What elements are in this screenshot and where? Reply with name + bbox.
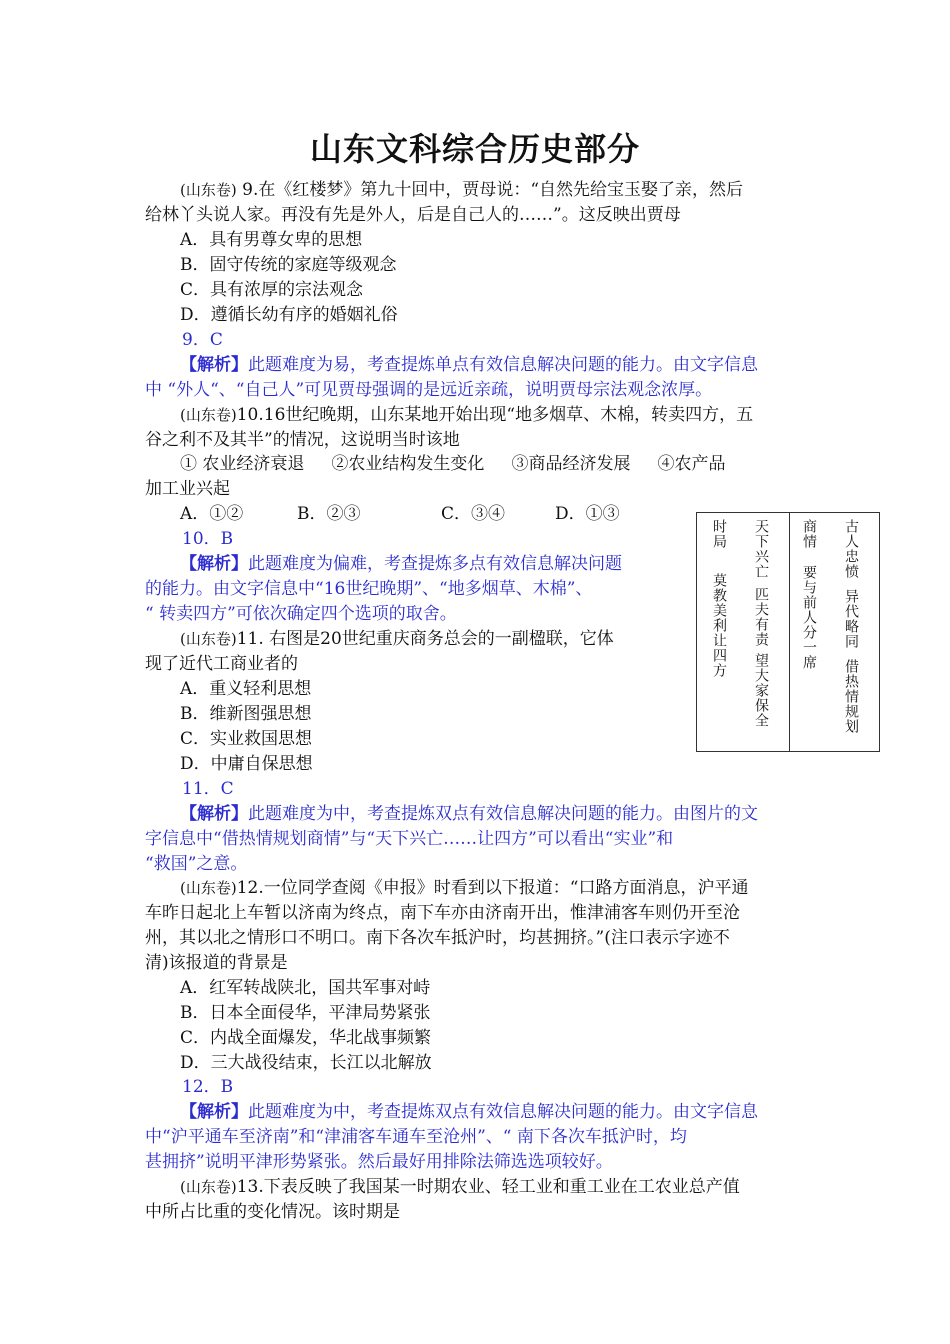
- q13-stem-text: 13.下表反映了我国某一时期农业、轻工业和重工业在工农业总产值: [236, 1177, 740, 1197]
- q10-items-line-1: ① 农业经济衰退 ②农业结构发生变化 ③商品经济发展 ④农产品: [180, 454, 726, 474]
- couplet-text: 望大家保全: [753, 653, 769, 728]
- source-tag: (山东卷): [180, 879, 237, 897]
- q10-items-line-2: 加工业兴起: [145, 479, 230, 499]
- q12-option-b: B．日本全面侵华，平津局势紧张: [180, 1003, 431, 1023]
- q12-stem-line-2: 车昨日起北上车暂以济南为终点，南下车亦由济南开出，惟津浦客车则仍开至沧: [145, 903, 740, 923]
- couplet-text: 匹夫有责: [753, 587, 769, 647]
- couplet-text: 古人忠愤: [843, 519, 859, 579]
- couplet-column-3: [753, 519, 769, 728]
- q12-option-d: D．三大战役结束，长江以北解放: [180, 1053, 432, 1073]
- source-tag: (山东卷): [180, 1178, 237, 1196]
- couplet-text: 要与前人分一席: [801, 565, 817, 670]
- q11-stem-line-2: 现了近代工商业者的: [145, 654, 298, 674]
- couplet-text: 商情: [801, 519, 817, 549]
- couplet-figure: [696, 512, 880, 752]
- q11-stem-line-1: [180, 627, 614, 652]
- q10-explanation-line-1: [180, 552, 622, 577]
- explanation-tag: 【解析】: [180, 804, 248, 824]
- q10-option-b: B．②③: [297, 504, 361, 524]
- q9-explanation-text: 此题难度为易，考查提炼单点有效信息解决问题的能力。由文字信息: [248, 355, 758, 375]
- page-title: 山东文科综合历史部分: [309, 130, 640, 168]
- q9-stem-line-1: [180, 178, 743, 203]
- q11-option-c: C．实业救国思想: [180, 729, 313, 749]
- q9-explanation-line-1: [180, 353, 758, 378]
- q11-stem-text: 11. 右图是20世纪重庆商务总会的一副楹联，它体: [236, 629, 614, 649]
- q10-option-c: C．③④: [441, 504, 506, 524]
- q12-stem-line-3: 州，其以北之情形口不明口。南下各次车抵沪时，均甚拥挤。”(注口表示字迹不: [145, 928, 730, 948]
- couplet-text: 莫教美利让四方: [711, 573, 727, 678]
- q9-option-d: D．遵循长幼有序的婚姻礼俗: [180, 305, 398, 325]
- source-tag: (山东卷): [180, 181, 237, 199]
- explanation-tag: 【解析】: [180, 355, 248, 375]
- q10-option-a: A．①②: [180, 504, 244, 524]
- q10-explanation-text: 此题难度为偏难，考查提炼多点有效信息解决问题: [248, 554, 622, 574]
- q11-explanation-line-1: [180, 802, 758, 827]
- couplet-divider: [789, 513, 790, 751]
- q10-explanation-line-2: 的能力。由文字信息中“16世纪晚期”、“地多烟草、木棉”、: [145, 579, 593, 599]
- couplet-text: 借热情规划: [843, 659, 859, 734]
- q9-option-b: B．固守传统的家庭等级观念: [180, 255, 397, 275]
- q10-stem-line-2: 谷之利不及其半”的情况，这说明当时该地: [145, 430, 460, 450]
- q13-stem-line-2: 中所占比重的变化情况。该时期是: [145, 1202, 400, 1222]
- q10-explanation-line-3: “ 转卖四方”可依次确定四个选项的取舍。: [145, 604, 457, 624]
- q9-stem-line-2: 给林丫头说人家。再没有先是外人，后是自己人的……”。这反映出贾母: [145, 205, 681, 225]
- couplet-text: 异代略同: [843, 589, 859, 649]
- explanation-tag: 【解析】: [180, 1102, 248, 1122]
- q13-stem-line-1: [180, 1175, 740, 1200]
- explanation-tag: 【解析】: [180, 554, 248, 574]
- q11-answer: 11．C: [182, 779, 234, 799]
- couplet-column-2: [801, 519, 817, 670]
- q12-option-c: C．内战全面爆发，华北战事频繁: [180, 1028, 432, 1048]
- q12-answer: 12．B: [182, 1077, 234, 1097]
- q9-explanation-line-2: 中 “外人“、“自己人”可见贾母强调的是远近亲疏，说明贾母宗法观念浓厚。: [145, 380, 713, 400]
- q12-explanation-text: 此题难度为中，考查提炼双点有效信息解决问题的能力。由文字信息: [248, 1102, 758, 1122]
- q12-explanation-line-3: 甚拥挤”说明平津形势紧张。然后最好用排除法筛选选项较好。: [145, 1152, 613, 1172]
- q12-option-a: A．红军转战陕北，国共军事对峙: [180, 978, 431, 998]
- q12-stem-line-1: [180, 876, 748, 901]
- q9-answer: 9．C: [182, 330, 223, 350]
- q9-stem-text: 9.在《红楼梦》第九十回中，贾母说：“自然先给宝玉娶了亲，然后: [242, 180, 744, 200]
- couplet-text: 天下兴亡: [753, 519, 769, 579]
- q12-explanation-line-1: [180, 1100, 758, 1125]
- q12-stem-line-4: 清)该报道的背景是: [145, 953, 288, 973]
- q12-explanation-line-2: 中“沪平通车至济南”和“津浦客车通车至沧州”、“ 南下各次车抵沪时，均: [145, 1127, 687, 1147]
- q10-stem-text: 10.16世纪晚期，山东某地开始出现“地多烟草、木棉，转卖四方，五: [236, 405, 754, 425]
- q11-option-b: B．维新图强思想: [180, 704, 312, 724]
- source-tag: (山东卷): [180, 630, 237, 648]
- q11-option-d: D．中庸自保思想: [180, 754, 313, 774]
- q11-explanation-line-3: “救国”之意。: [145, 854, 248, 874]
- q12-stem-text: 12.一位同学查阅《申报》时看到以下报道：“口路方面消息，沪平通: [236, 878, 749, 898]
- couplet-column-1: [843, 519, 859, 734]
- couplet-column-4: [711, 519, 727, 678]
- source-tag: (山东卷): [180, 406, 237, 424]
- q10-stem-line-1: [180, 403, 753, 428]
- q9-option-c: C．具有浓厚的宗法观念: [180, 280, 364, 300]
- q11-option-a: A．重义轻利思想: [180, 679, 312, 699]
- q11-explanation-line-2: 字信息中“借热情规划商情”与“天下兴亡……让四方”可以看出“实业”和: [145, 829, 674, 849]
- q10-answer: 10．B: [182, 529, 234, 549]
- couplet-text: 时局: [711, 519, 727, 549]
- q10-option-d: D．①③: [555, 504, 620, 524]
- q9-option-a: A．具有男尊女卑的思想: [180, 230, 363, 250]
- q11-explanation-text: 此题难度为中，考查提炼双点有效信息解决问题的能力。由图片的文: [248, 804, 758, 824]
